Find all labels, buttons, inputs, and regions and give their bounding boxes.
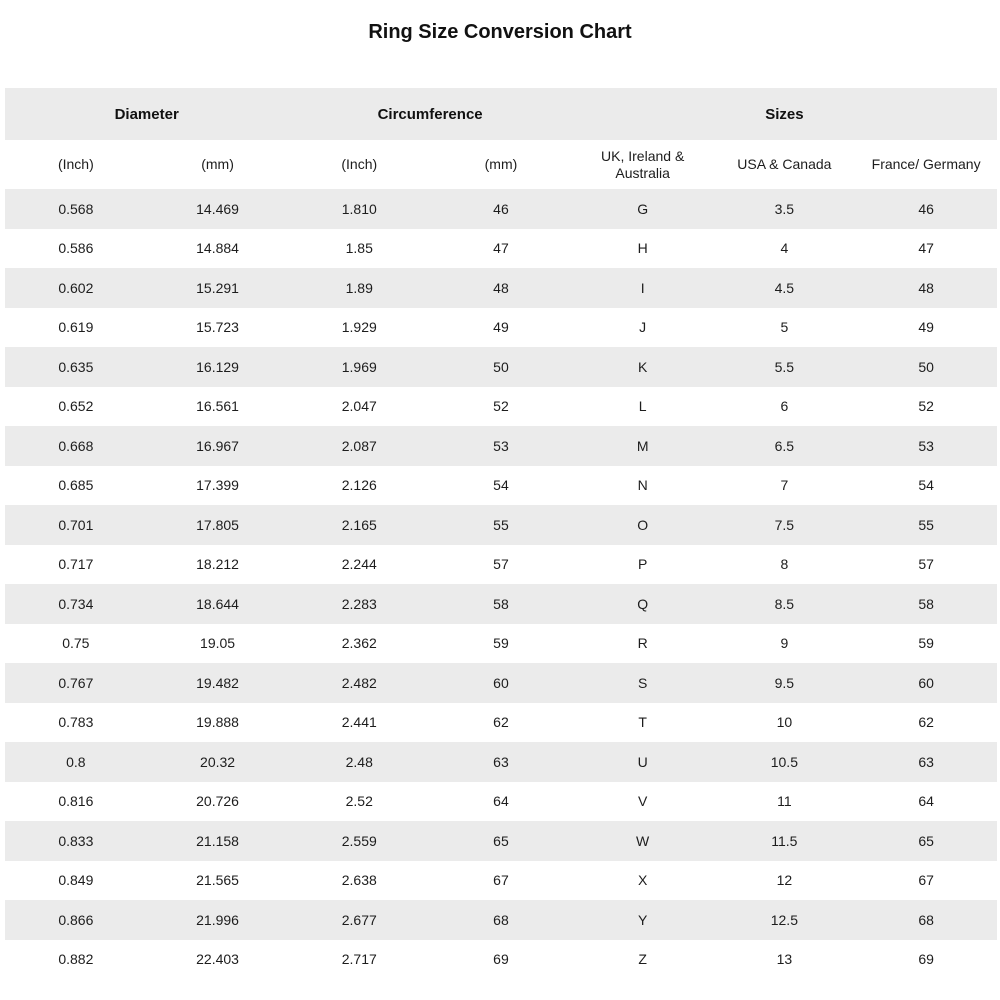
table-cell: 46 [493,200,509,217]
column-header-circumference-mm: (mm) [430,140,572,189]
table-row [5,505,997,545]
group-header-row [5,88,997,140]
table-cell: 17.805 [196,516,239,533]
table-cell: 52 [918,398,934,415]
table-cell: 0.882 [58,951,94,968]
table-cell: 0.849 [58,872,94,889]
table-cell: 18.644 [196,595,239,612]
table-cell: 0.717 [58,556,94,573]
table-cell: V [637,793,648,810]
table-cell: L [638,398,647,415]
table-cell: 16.967 [196,437,239,454]
table-cell: 20.32 [200,753,236,770]
table-cell: 64 [493,793,509,810]
table-cell: 47 [918,240,934,257]
table-cell: 15.291 [196,279,239,296]
table-row [5,940,997,980]
table-cell: 12.5 [770,911,798,928]
table-cell: 15.723 [196,319,239,336]
table-row [5,584,997,624]
table-cell: 1.810 [341,200,377,217]
table-cell: N [637,477,648,494]
table-cell: 1.969 [341,358,377,375]
table-cell: 0.602 [58,279,94,296]
table-cell: 2.165 [341,516,377,533]
table-cell: 0.767 [58,674,94,691]
table-cell: 0.685 [58,477,94,494]
table-cell: 68 [918,911,934,928]
column-header-france-germany: France/ Germany [855,140,997,189]
table-cell: 22.403 [196,951,239,968]
table-cell: 60 [493,674,509,691]
table-cell: 2.126 [341,477,377,494]
table-cell: 0.701 [58,516,94,533]
table-cell: 46 [918,200,934,217]
table-cell: 7.5 [774,516,795,533]
table-cell: 69 [918,951,934,968]
table-cell: 0.586 [58,240,94,257]
table-row [5,347,997,387]
table-cell: 2.717 [341,951,377,968]
table-row [5,189,997,229]
table-cell: 49 [493,319,509,336]
table-cell: 58 [493,595,509,612]
table-cell: Z [638,951,647,968]
table-cell: 49 [918,319,934,336]
column-header-row [5,140,997,189]
table-cell: 59 [493,635,509,652]
table-row [5,545,997,585]
table-cell: 2.362 [341,635,377,652]
table-cell: T [638,714,647,731]
table-cell: 10.5 [770,753,798,770]
table-cell: 19.482 [196,674,239,691]
table-cell: 57 [493,556,509,573]
table-cell: 0.734 [58,595,94,612]
table-cell: 2.441 [341,714,377,731]
table-cell: 21.996 [196,911,239,928]
table-cell: 57 [918,556,934,573]
table-cell: 19.05 [200,635,236,652]
table-cell: 2.482 [341,674,377,691]
table-cell: 8 [780,556,789,573]
table-cell: K [637,358,648,375]
table-cell: 2.087 [341,437,377,454]
table-cell: 53 [493,437,509,454]
table-cell: 62 [493,714,509,731]
table-cell: 7 [780,477,789,494]
table-row [5,703,997,743]
table-cell: O [637,516,649,533]
table-cell: J [639,319,647,336]
table-cell: 0.783 [58,714,94,731]
table-cell: 50 [918,358,934,375]
table-cell: 5.5 [774,358,795,375]
table-cell: 65 [493,832,509,849]
table-cell: 48 [918,279,934,296]
table-cell: 62 [918,714,934,731]
table-cell: H [637,240,648,257]
table-cell: 55 [493,516,509,533]
table-cell: 63 [493,753,509,770]
table-row [5,426,997,466]
table-cell: W [636,832,650,849]
table-cell: 20.726 [196,793,239,810]
table-cell: 6 [780,398,789,415]
table-cell: 10 [776,714,793,731]
table-cell: 12 [776,872,793,889]
table-cell: 69 [493,951,509,968]
table-cell: 11.5 [771,832,798,849]
table-cell: 11 [777,793,792,810]
table-cell: I [640,279,645,296]
table-row [5,268,997,308]
table-row [5,861,997,901]
table-cell: 21.565 [196,872,239,889]
table-cell: 4 [780,240,789,257]
table-cell: P [637,556,648,573]
group-header-sizes: Sizes [572,88,997,140]
table-cell: 59 [918,635,934,652]
table-cell: 4.5 [774,279,795,296]
table-cell: 0.8 [66,753,86,770]
table-cell: 2.283 [341,595,377,612]
table-cell: 14.884 [196,240,239,257]
table-row [5,742,997,782]
table-cell: 58 [918,595,934,612]
table-cell: 47 [493,240,509,257]
table-cell: 67 [918,872,934,889]
table-cell: 67 [493,872,509,889]
table-cell: 13 [776,951,793,968]
table-cell: M [636,437,649,454]
table-cell: 0.668 [58,437,94,454]
table-cell: 52 [493,398,509,415]
table-cell: 2.52 [345,793,373,810]
table-cell: 2.559 [341,832,377,849]
table-cell: 53 [918,437,934,454]
table-row [5,782,997,822]
table-cell: G [637,200,649,217]
table-cell: 55 [918,516,934,533]
table-cell: 0.816 [58,793,94,810]
table-cell: 60 [918,674,934,691]
table-cell: 2.244 [341,556,377,573]
table-cell: 1.85 [345,240,373,257]
table-cell: 65 [918,832,934,849]
column-header-uk-ireland-australia: UK, Ireland & Australia [572,140,714,189]
table-cell: 9.5 [774,674,795,691]
table-cell: 68 [493,911,509,928]
table-row [5,229,997,269]
table-cell: 0.635 [58,358,94,375]
table-row [5,663,997,703]
table-cell: 48 [493,279,509,296]
table-cell: 54 [918,477,934,494]
table-row [5,308,997,348]
table-cell: 19.888 [196,714,239,731]
table-cell: 54 [493,477,509,494]
table-cell: 0.619 [58,319,94,336]
column-header-usa-canada: USA & Canada [714,140,856,189]
group-header-diameter: Diameter [5,88,288,140]
ring-size-conversion-table [5,88,997,979]
table-cell: X [637,872,648,889]
table-cell: 0.652 [58,398,94,415]
table-cell: 50 [493,358,509,375]
table-cell: 1.89 [345,279,373,296]
table-cell: Y [637,911,648,928]
table-row [5,900,997,940]
table-row [5,821,997,861]
column-header-diameter-inch: (Inch) [5,140,147,189]
table-cell: 21.158 [196,832,239,849]
table-cell: 14.469 [196,200,239,217]
table-cell: R [637,635,648,652]
table-cell: 0.568 [58,200,94,217]
table-cell: U [637,753,648,770]
table-cell: 3.5 [774,200,795,217]
table-cell: 2.48 [345,753,373,770]
table-cell: 8.5 [774,595,795,612]
table-cell: 17.399 [196,477,239,494]
page-title: Ring Size Conversion Chart [368,21,632,43]
table-cell: Q [637,595,649,612]
table-cell: 2.677 [341,911,377,928]
table-body [5,189,997,979]
table-cell: 0.866 [58,911,94,928]
table-row [5,387,997,427]
table-cell: S [637,674,648,691]
table-cell: 2.047 [341,398,377,415]
table-row [5,624,997,664]
table-cell: 0.833 [58,832,94,849]
column-header-circumference-inch: (Inch) [288,140,430,189]
table-row [5,466,997,506]
table-cell: 9 [780,635,789,652]
table-cell: 6.5 [774,437,795,454]
column-header-diameter-mm: (mm) [147,140,289,189]
table-cell: 63 [918,753,934,770]
table-cell: 0.75 [62,635,90,652]
table-cell: 2.638 [341,872,377,889]
table-cell: 16.129 [196,358,239,375]
table-cell: 5 [780,319,789,336]
table-cell: 1.929 [341,319,377,336]
table-cell: 64 [918,793,934,810]
table-cell: 16.561 [196,398,239,415]
group-header-circumference: Circumference [288,88,571,140]
table-cell: 18.212 [196,556,239,573]
